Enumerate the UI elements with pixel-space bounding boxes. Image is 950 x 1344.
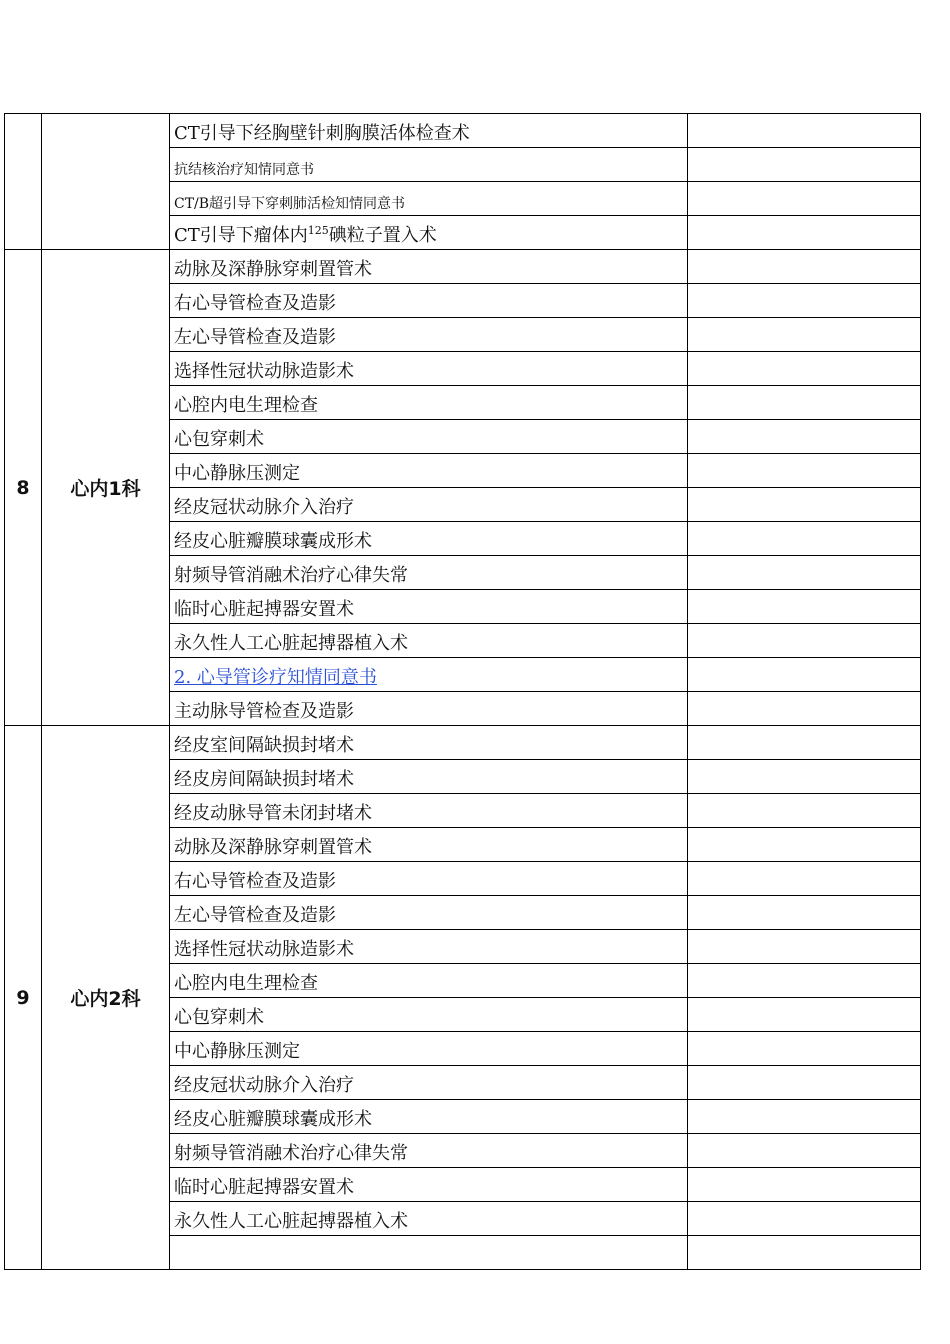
item-cell: CT/B超引导下穿刺肺活检知情同意书 bbox=[170, 182, 688, 216]
note-cell bbox=[688, 522, 921, 556]
item-cell: 心包穿刺术 bbox=[170, 998, 688, 1032]
note-cell bbox=[688, 318, 921, 352]
note-cell bbox=[688, 1032, 921, 1066]
department-cell-continued bbox=[42, 114, 170, 250]
item-cell: 永久性人工心脏起搏器植入术 bbox=[170, 1202, 688, 1236]
note-cell bbox=[688, 352, 921, 386]
table-row bbox=[5, 726, 921, 760]
note-cell bbox=[688, 726, 921, 760]
item-cell: 右心导管检查及造影 bbox=[170, 284, 688, 318]
note-cell bbox=[688, 862, 921, 896]
note-cell bbox=[688, 148, 921, 182]
note-cell bbox=[688, 1202, 921, 1236]
note-cell bbox=[688, 1066, 921, 1100]
note-cell bbox=[688, 624, 921, 658]
item-cell: 心腔内电生理检查 bbox=[170, 964, 688, 998]
item-cell: 动脉及深静脉穿刺置管术 bbox=[170, 250, 688, 284]
item-cell: 经皮心脏瓣膜球囊成形术 bbox=[170, 1100, 688, 1134]
note-cell bbox=[688, 1236, 921, 1270]
item-cell: 经皮室间隔缺损封堵术 bbox=[170, 726, 688, 760]
note-cell bbox=[688, 760, 921, 794]
note-cell bbox=[688, 216, 921, 250]
item-cell: 临时心脏起搏器安置术 bbox=[170, 590, 688, 624]
item-cell: 经皮房间隔缺损封堵术 bbox=[170, 760, 688, 794]
consent-form-link[interactable]: 2. 心导管诊疗知情同意书 bbox=[174, 667, 377, 688]
item-cell: 心腔内电生理检查 bbox=[170, 386, 688, 420]
note-cell bbox=[688, 182, 921, 216]
note-cell bbox=[688, 250, 921, 284]
note-cell bbox=[688, 1168, 921, 1202]
consent-form-table bbox=[4, 113, 921, 1270]
item-prefix: CT引导下瘤体内 bbox=[174, 225, 308, 246]
note-cell bbox=[688, 556, 921, 590]
item-cell: 经皮动脉导管未闭封堵术 bbox=[170, 794, 688, 828]
item-cell: 选择性冠状动脉造影术 bbox=[170, 930, 688, 964]
note-cell bbox=[688, 1134, 921, 1168]
item-cell: 射频导管消融术治疗心律失常 bbox=[170, 1134, 688, 1168]
department-name: 心内2科 bbox=[42, 726, 170, 1270]
item-cell: 射频导管消融术治疗心律失常 bbox=[170, 556, 688, 590]
note-cell bbox=[688, 896, 921, 930]
note-cell bbox=[688, 692, 921, 726]
item-cell bbox=[170, 216, 688, 250]
note-cell bbox=[688, 998, 921, 1032]
note-cell bbox=[688, 590, 921, 624]
item-cell: 临时心脏起搏器安置术 bbox=[170, 1168, 688, 1202]
number-cell-continued bbox=[5, 114, 42, 250]
note-cell bbox=[688, 794, 921, 828]
department-name: 心内1科 bbox=[42, 250, 170, 726]
item-cell: 经皮冠状动脉介入治疗 bbox=[170, 1066, 688, 1100]
item-cell: 选择性冠状动脉造影术 bbox=[170, 352, 688, 386]
item-cell: 右心导管检查及造影 bbox=[170, 862, 688, 896]
item-cell bbox=[170, 1236, 688, 1270]
note-cell bbox=[688, 420, 921, 454]
item-cell: 动脉及深静脉穿刺置管术 bbox=[170, 828, 688, 862]
note-cell bbox=[688, 284, 921, 318]
note-cell bbox=[688, 454, 921, 488]
item-cell: 经皮心脏瓣膜球囊成形术 bbox=[170, 522, 688, 556]
item-cell: 中心静脉压测定 bbox=[170, 454, 688, 488]
item-cell bbox=[170, 658, 688, 692]
item-cell: 经皮冠状动脉介入治疗 bbox=[170, 488, 688, 522]
note-cell bbox=[688, 658, 921, 692]
group-number: 8 bbox=[5, 250, 42, 726]
item-suffix: 碘粒子置入术 bbox=[328, 225, 437, 246]
item-cell: 左心导管检查及造影 bbox=[170, 318, 688, 352]
table-row bbox=[5, 114, 921, 148]
note-cell bbox=[688, 114, 921, 148]
item-cell: 心包穿刺术 bbox=[170, 420, 688, 454]
note-cell bbox=[688, 1100, 921, 1134]
department-groups bbox=[5, 250, 921, 1270]
note-cell bbox=[688, 964, 921, 998]
item-cell: 左心导管检查及造影 bbox=[170, 896, 688, 930]
note-cell bbox=[688, 488, 921, 522]
item-cell: 中心静脉压测定 bbox=[170, 1032, 688, 1066]
note-cell bbox=[688, 386, 921, 420]
note-cell bbox=[688, 828, 921, 862]
note-cell bbox=[688, 930, 921, 964]
item-cell: 主动脉导管检查及造影 bbox=[170, 692, 688, 726]
item-cell: 永久性人工心脏起搏器植入术 bbox=[170, 624, 688, 658]
item-cell: 抗结核治疗知情同意书 bbox=[170, 148, 688, 182]
table-row bbox=[5, 250, 921, 284]
isotope-superscript: 125 bbox=[307, 224, 329, 237]
group-number: 9 bbox=[5, 726, 42, 1270]
item-cell: CT引导下经胸壁针刺胸膜活体检查术 bbox=[170, 114, 688, 148]
